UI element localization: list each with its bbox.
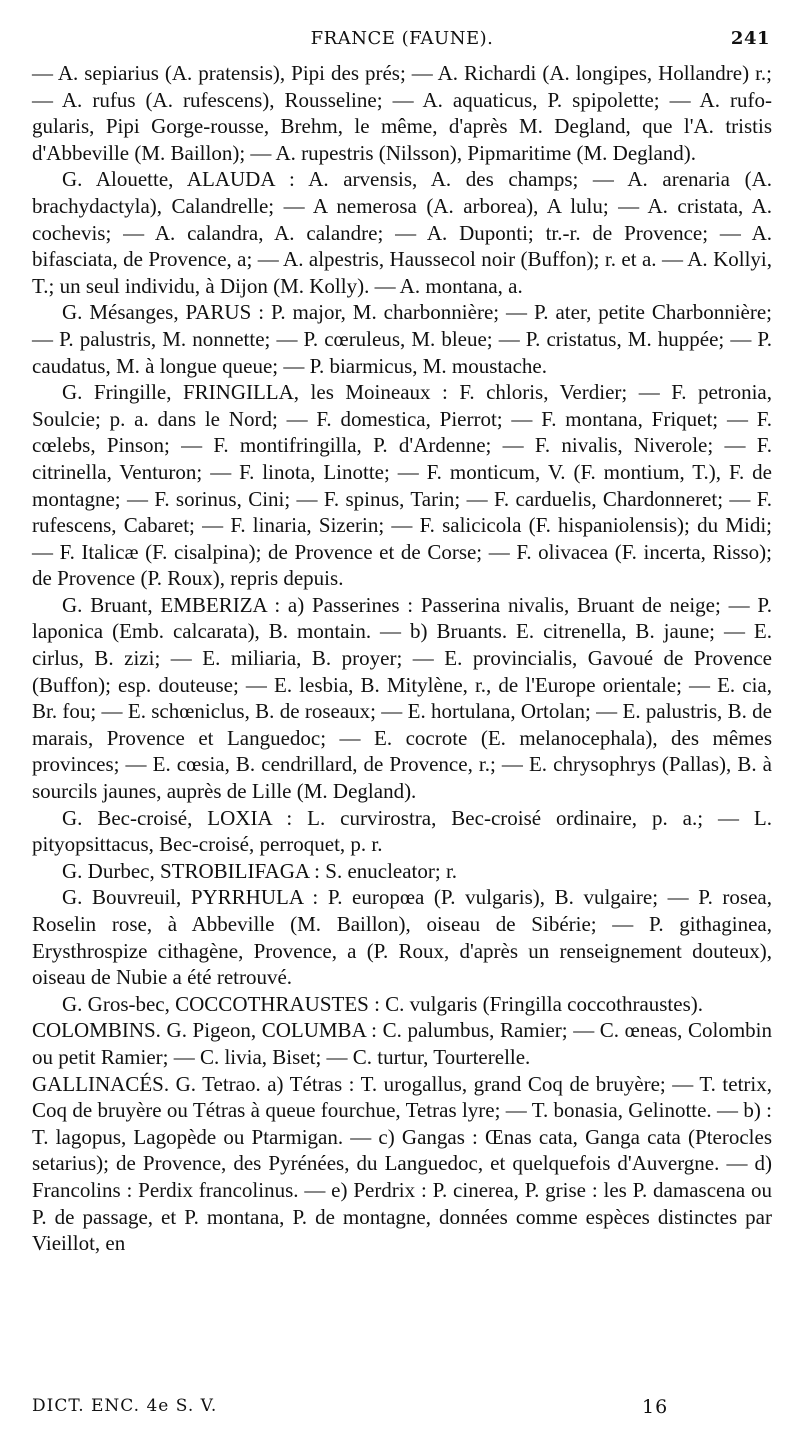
paragraph-loxia: G. Bec-croisé, LOXIA : L. curvirostra, Bec-croisé ordinaire, p. a.; — L. pityopsittacus, Bec-croisé, perroquet, p. r.: [32, 805, 772, 857]
paragraph-alauda: G. Alouette, ALAUDA : A. arvensis, A. des champs; — A. arenaria (A. brachydactyla), Calandrelle; — A nemerosa (A. arborea), A lulu; — A. cristata, A. cochevis; — A. calandra, A. calandre; — A. Duponti; tr.-r. de Provence; — A. bifasciata, de Provence, a; — A. alpestris, Haussecol noir (Buffon); r. et a. — A. Kollyi, T.; un seul individu, à Dijon (M. Kolly). — A. montana, a.: [32, 167, 772, 298]
paragraph-fringilla: G. Fringille, FRINGILLA, les Moineaux : F. chloris, Verdier; — F. petronia, Soulcie; p. a. dans le Nord; — F. domestica, Pierrot; — F. montana, Friquet; — F. cœlebs, Pinson; — F. montifringilla, P. d'Ardenne; — F. nivalis, Niverole; — F. citrinella, Venturon; — F. linota, Linotte; — F. monticum, V. (F. montium, T.), F. de montagne; — F. sorinus, Cini; — F. spinus, Tarin; — F. carduelis, Chardonneret; — F. rufescens, Cabaret; — F. linaria, Sizerin; — F. salicicola (F. hispaniolensis); du Midi; — F. Italicæ (F. cisalpina); de Provence et de Corse; — F. olivacea (F. incerta, Risso); de Provence (P. Roux), repris depuis.: [32, 380, 772, 591]
paragraph-gallinaces: GALLINACÉS. G. Tetrao. a) Tétras : T. urogallus, grand Coq de bruyère; — T. tetrix, Coq de bruyère ou Tétras à queue fourchue, Tetras lyre; — T. bonasia, Gelinotte. — b) : T. lagopus, Lagopède ou Ptarmigan. — c) Gangas : Œnas cata, Ganga cata (Pterocles setarius); de Provence, des Pyrénées, du Languedoc, et quelquefois d'Auvergne. — d) Francolins : Perdix francolinus. — e) Perdrix : P. cinerea, P. grise : les P. damascena ou P. de passage, et P. montana, P. de montagne, données comme espèces distinctes par Vieillot, en: [32, 1071, 772, 1256]
body-text: [32, 60, 772, 1257]
paragraph-pyrrhula: G. Bouvreuil, PYRRHULA : P. europœa (P. vulgaris), B. vulgaire; — P. rosea, Roselin rose, à Abbeville (M. Baillon), oiseau de Sibérie; — P. githaginea, Erysthrospize cithagène, Provence, a (P. Roux, d'après un renseignement douteux), oiseau de Nubie a été retrouvé.: [32, 885, 772, 990]
paragraph-strobilifaga: G. Durbec, STROBILIFAGA : S. enucleator; r.: [62, 858, 458, 883]
paragraph-colombins: COLOMBINS. G. Pigeon, COLUMBA : C. palumbus, Ramier; — C. œneas, Colombin ou petit Ramier; — C. livia, Biset; — C. turtur, Tourterelle.: [32, 1018, 772, 1069]
paragraph-parus: G. Mésanges, PARUS : P. major, M. charbonnière; — P. ater, petite Charbonnière; — P. palustris, M. nonnette; — P. cœruleus, M. bleue; — P. cristatus, M. huppée; — P. caudatus, M. à longue queue; — P. biarmicus, M. moustache.: [32, 300, 772, 378]
paragraph-coccothraustes: G. Gros-bec, COCCOTHRAUSTES : C. vulgaris (Fringilla coccothraustes).: [62, 991, 704, 1016]
page-number: 241: [730, 28, 770, 49]
running-title: FRANCE (FAUNE).: [310, 28, 494, 49]
running-head: [32, 22, 772, 52]
paragraph-anthus-continued: — A. sepiarius (A. pratensis), Pipi des prés; — A. Richardi (A. longipes, Hollandre) r.; — A. rufus (A. rufescens), Rousseline; — A. aquaticus, P. spipolette; — A. rufo-gularis, Pipi Gorge-rousse, Brehm, le même, d'après M. Degland, que l'A. tristis d'Abbeville (M. Baillon); — A. rupestris (Nilsson), Pipmaritime (M. Degland).: [32, 61, 772, 165]
sheet-number: 16: [642, 1396, 669, 1418]
paragraph-emberiza: G. Bruant, EMBERIZA : a) Passerines : Passerina nivalis, Bruant de neige; — P. laponica (Emb. calcarata), B. montain. — b) Bruants. E. citrenella, B. jaune; — E. cirlus, B. zizi; — E. miliaria, B. proyer; — E. provincialis, Gavoué de Provence (Buffon); esp. douteuse; — E. lesbia, B. Mitylène, r., de l'Europe orientale; — E. cia, Br. fou; — E. schœniclus, B. de roseaux; — E. hortulana, Ortolan; — E. palustris, B. de marais, Provence et Languedoc; — E. cocrote (E. melanocephala), des mêmes provinces; — E. cœsia, B. cendrillard, de Provence, r.; — E. chrysophrys (Pallas), B. à sourcils jaunes, auprès de Lille (M. Degland).: [32, 592, 772, 804]
printer-signature: DICT. ENC. 4e S. V.: [32, 1396, 218, 1416]
